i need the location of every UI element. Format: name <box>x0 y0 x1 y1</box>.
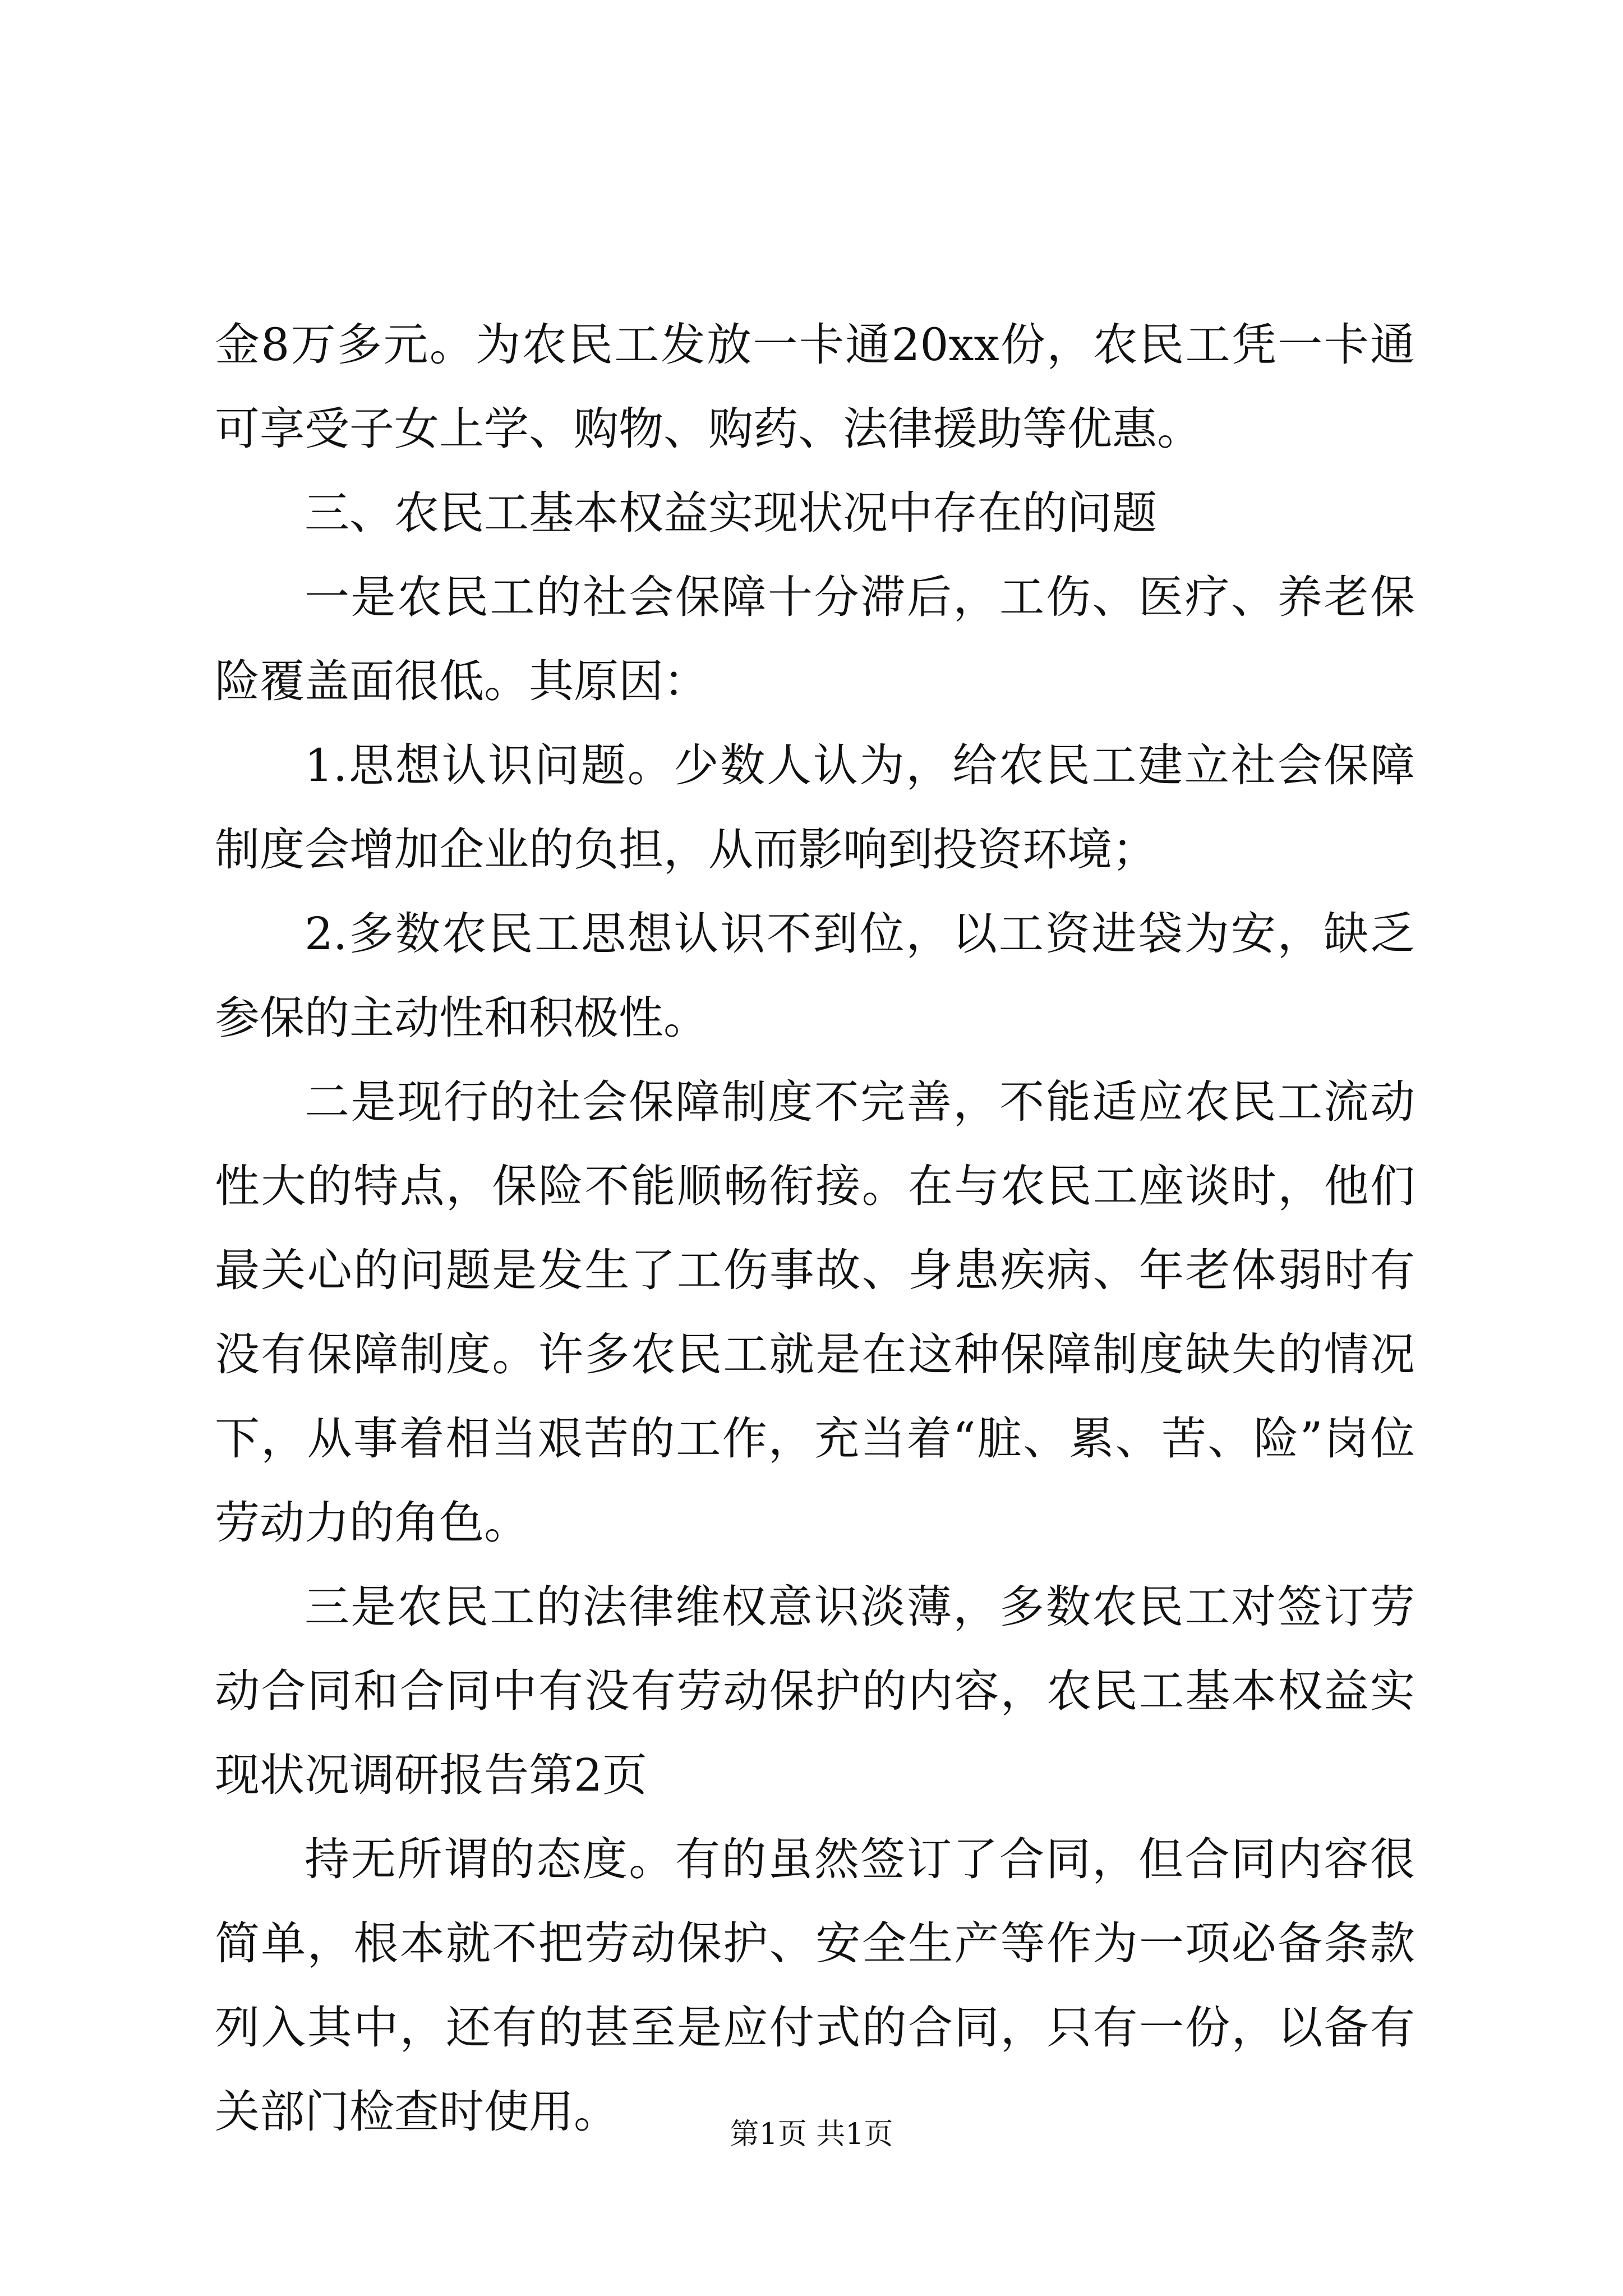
section-heading: 三、农民工基本权益实现状况中存在的问题 <box>305 487 1157 539</box>
paragraph-4: 1.思想认识问题。少数人认为，给农民工建立社会保障制度会增加企业的负担，从而影响到投资环境； <box>215 739 1415 876</box>
paragraph-3: 一是农民工的社会保障十分滞后，工伤、医疗、养老保险覆盖面很低。其原因： <box>215 571 1415 707</box>
paragraph-1: 金8万多元。为农民工发放一卡通20xx份，农民工凭一卡通可享受子女上学、购物、购药、法律援助等优惠。 <box>215 319 1415 455</box>
paragraph-6: 二是现行的社会保障制度不完善，不能适应农民工流动性大的特点，保险不能顺畅衔接。在与农民工座谈时，他们最关心的问题是发生了工伤事故、身患疾病、年老体弱时有没有保障制度。许多农民工就是在这种保障制度缺失的情况下，从事着相当艰苦的工作，充当着“脏、累、苦、险”岗位劳动力的角色。 <box>215 1076 1415 1549</box>
paragraph-7: 三是农民工的法律维权意识淡薄，多数农民工对签订劳动合同和合同中有没有劳动保护的内容，农民工基本权益实现状况调研报告第2页 <box>215 1581 1415 1801</box>
page-footer: 第1页 共1页 <box>730 2118 893 2151</box>
document-body <box>215 303 1415 2154</box>
paragraph-5: 2.多数农民工思想认识不到位，以工资进袋为安，缺乏参保的主动性和积极性。 <box>215 908 1415 1044</box>
paragraph-8: 持无所谓的态度。有的虽然签订了合同，但合同内容很简单，根本就不把劳动保护、安全生产等作为一项必备条款列入其中，还有的甚至是应付式的合同，只有一份，以备有关部门检查时使用。 <box>215 1833 1415 2138</box>
